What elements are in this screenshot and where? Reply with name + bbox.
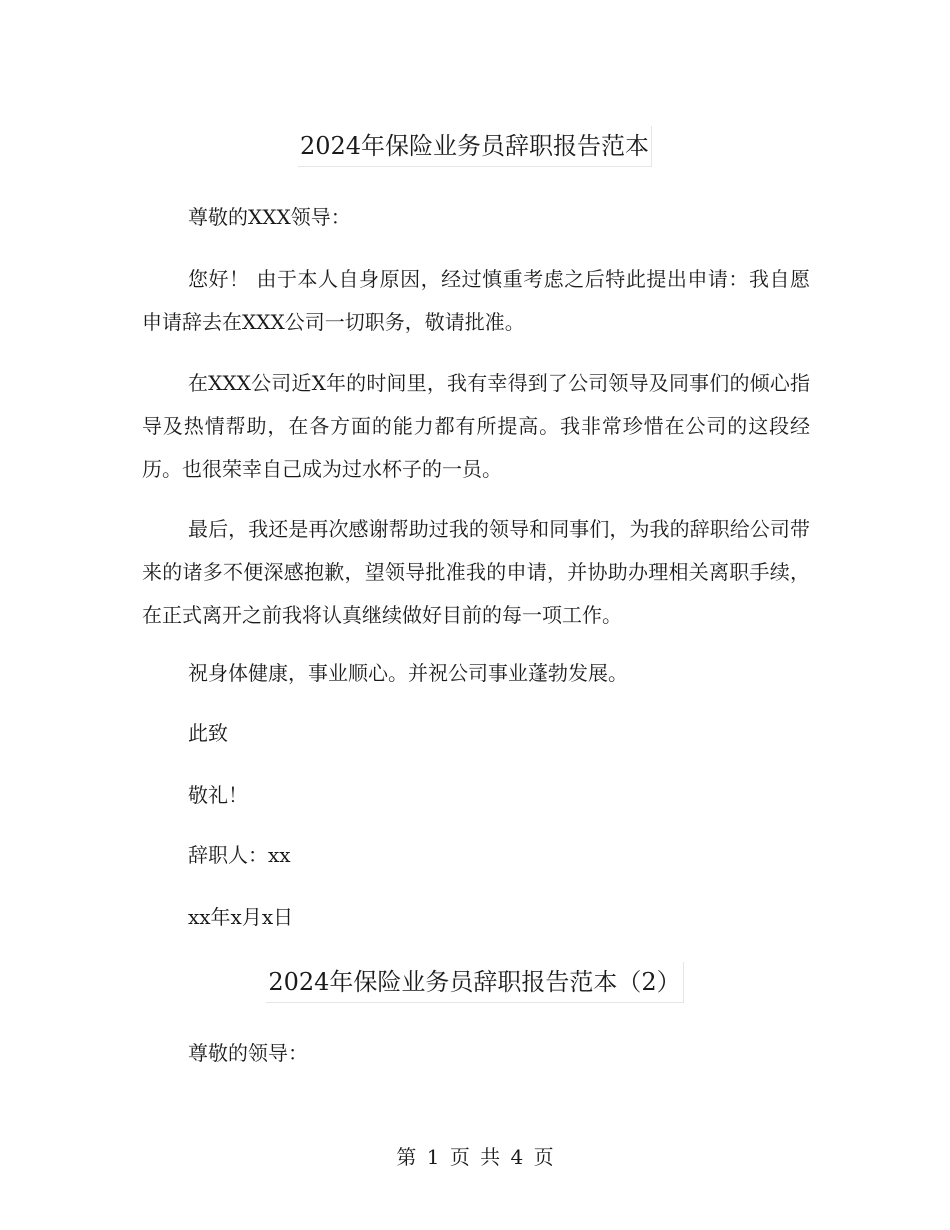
second-document-title <box>0 962 950 1003</box>
paragraph-1: 您好！ 由于本人自身原因，经过慎重考虑之后特此提出申请：我自愿申请辞去在XXX公司一切职务，敬请批准。 <box>142 267 810 334</box>
second-document-title-text: 2024年保险业务员辞职报告范本（2） <box>266 962 683 1003</box>
document-title-text: 2024年保险业务员辞职报告范本 <box>298 126 652 167</box>
paragraph-2: 在XXX公司近X年的时间里，我有幸得到了公司领导及同事们的倾心指导及热情帮助，在各方面的能力都有所提高。我非常珍惜在公司的这段经历。也很荣幸自己成为过水杯子的一员。 <box>142 371 810 481</box>
second-salutation: 尊敬的领导： <box>188 1041 308 1065</box>
closing-line-1: 此致 <box>188 721 228 745</box>
signer-line: 辞职人：xx <box>188 843 291 867</box>
salutation: 尊敬的XXX领导： <box>188 205 351 229</box>
closing-line-2: 敬礼！ <box>188 783 248 807</box>
document-title <box>0 126 950 167</box>
paragraph-3: 最后，我还是再次感谢帮助过我的领导和同事们，为我的辞职给公司带来的诸多不便深感抱歉，望领导批准我的申请，并协助办理相关离职手续，在正式离开之前我将认真继续做好目前的每一项工作。 <box>142 517 810 627</box>
page-number-footer: 第 1 页 共 4 页 <box>396 1145 554 1169</box>
wish-line: 祝身体健康，事业顺心。并祝公司事业蓬勃发展。 <box>188 661 628 685</box>
date-line: xx年x月x日 <box>188 905 294 929</box>
